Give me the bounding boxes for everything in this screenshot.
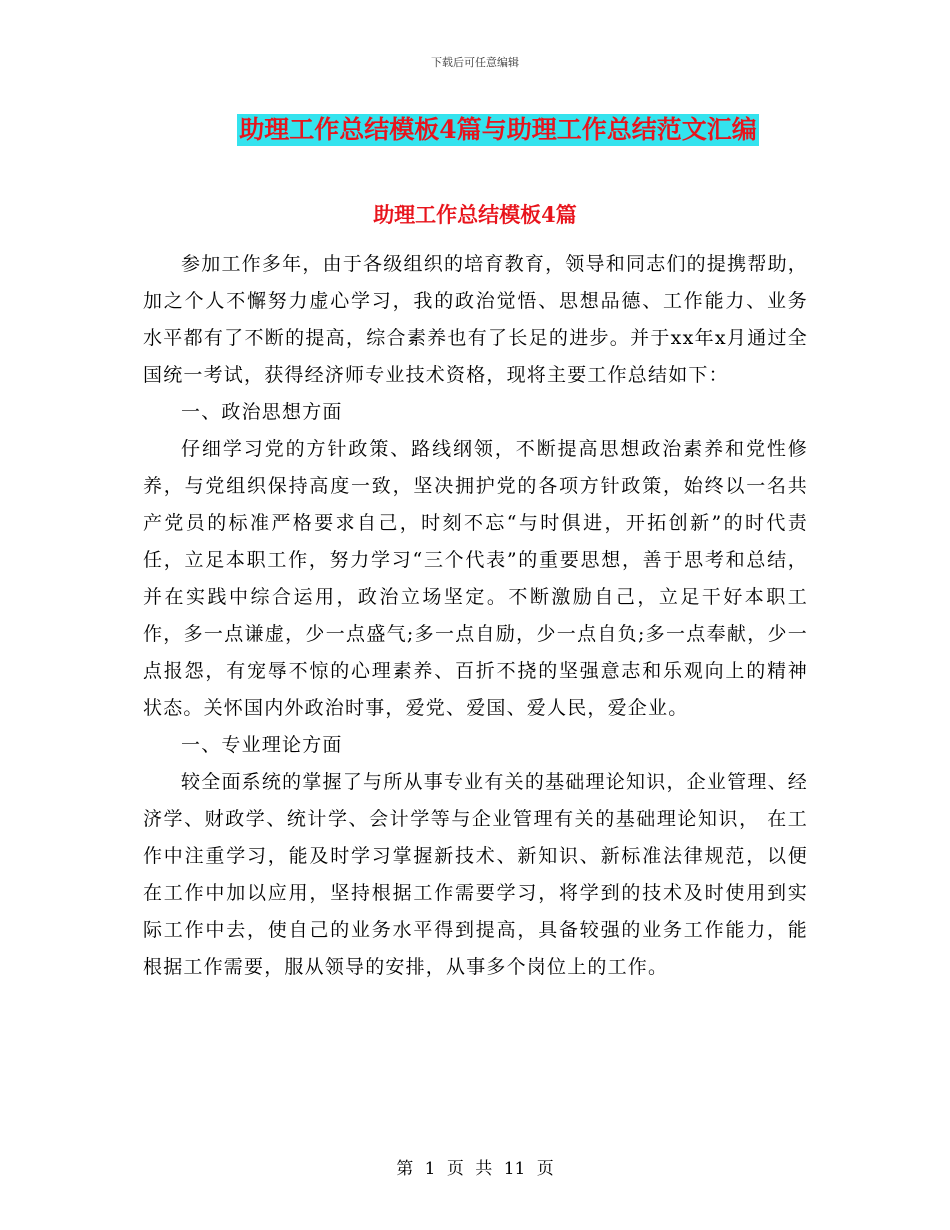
main-title-container: [0, 114, 950, 146]
document-body: [143, 246, 808, 986]
theory-paragraph: 较全面系统的掌握了与所从事专业有关的基础理论知识，企业管理、经济学、财政学、统计学、会计学等与企业管理有关的基础理论知识， 在工作中注重学习，能及时学习掌握新技术、新知识、新标准法律规范，以便在工作中加以应用，坚持根据工作需要学习，将学到的技术及时使用到实际工作中去，使自己的业务水平得到提高，具备较强的业务工作能力，能根据工作需要，服从领导的安排，从事多个岗位上的工作。: [143, 771, 808, 978]
section-title: 助理工作总结模板4篇: [373, 202, 577, 227]
main-title: 助理工作总结模板4篇与助理工作总结范文汇编: [239, 115, 757, 144]
header-note: 下载后可任意编辑: [431, 56, 519, 69]
section-heading-theory: 一、专业理论方面: [181, 734, 343, 756]
page-footer: 第 1 页 共 11 页: [396, 1159, 554, 1179]
section-heading-political: 一、政治思想方面: [181, 401, 343, 423]
intro-paragraph: 参加工作多年，由于各级组织的培育教育，领导和同志们的提携帮助，加之个人不懈努力虚心学习，我的政治觉悟、思想品德、工作能力、业务水平都有了不断的提高，综合素养也有了长足的进步。并于xx年x月通过全国统一考试，获得经济师专业技术资格，现将主要工作总结如下：: [143, 253, 808, 386]
political-paragraph: 仔细学习党的方针政策、路线纲领，不断提高思想政治素养和党性修养，与党组织保持高度一致，坚决拥护党的各项方针政策，始终以一名共产党员的标准严格要求自己，时刻不忘“与时俱进，开拓创新”的时代责任，立足本职工作，努力学习“三个代表”的重要思想，善于思考和总结，并在实践中综合运用，政治立场坚定。不断激励自己，立足干好本职工作，多一点谦虚，少一点盛气;多一点自励，少一点自负;多一点奉献，少一点报怨，有宠辱不惊的心理素养、百折不挠的坚强意志和乐观向上的精神状态。关怀国内外政治时事，爱党、爱国、爱人民，爱企业。: [143, 438, 808, 719]
